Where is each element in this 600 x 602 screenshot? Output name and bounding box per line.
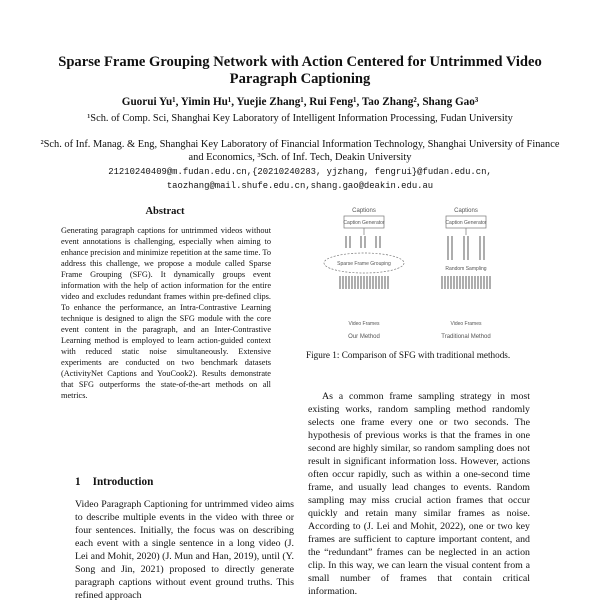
right-sampled-frames — [448, 236, 484, 260]
right-video-label: Video Frames — [450, 321, 482, 327]
left-grouped-frames — [346, 236, 380, 248]
figure-1-diagram — [306, 205, 528, 339]
right-method-label: Traditional Method — [441, 334, 491, 339]
section-heading — [75, 476, 153, 488]
affiliation-2: ²Sch. of Inf. Manag. & Eng, Shanghai Key Laboratory of Financial Information Technology, Shanghai University of Finance and Economics, ³Sch. of Inf. Tech, Deakin University — [40, 139, 560, 163]
right-video-frames — [442, 276, 490, 289]
left-video-label: Video Frames — [348, 321, 380, 327]
right-generator-label: Caption Generator — [445, 220, 487, 226]
figure-caption: Figure 1: Comparison of SFG with traditional methods. — [306, 350, 511, 360]
left-method-label: Our Method — [348, 334, 380, 339]
email-line-2: taozhang@mail.shufe.edu.cn,shang.gao@deakin.edu.au — [166, 181, 434, 191]
abstract-text: Generating paragraph captions for untrimmed videos without event annotations is challenging, especially when aiming to enhance precision and minimize repetition at the same time. To address this challenge, we propose a module called Sparse Frame Grouping (SFG). It dynamically groups event information with the help of action information for the entire video and excludes redundant frames within pre-defined clips. To enhance the performance, an Intra-Contrastive Learning technique is designed to align the SFG module with the core event content in the paragraph, and an Inter-Contrastive Learning method is employed to learn action-guided context with reduced static noise simultaneously. Extensive experiments are conducted on two benchmark datasets (ActivityNet Captions and YouCook2). Results demonstrate that SFG outperforms the state-of-the-art methods on all metrics. — [61, 226, 271, 400]
section-title: Introduction — [92, 476, 154, 488]
abstract-heading: Abstract — [145, 206, 185, 217]
section-number: 1 — [75, 476, 81, 488]
left-captions-label: Captions — [352, 208, 376, 214]
author-list: Guorui Yu¹, Yimin Hu¹, Yuejie Zhang¹, Rui Feng¹, Tao Zhang², Shang Gao³ — [121, 96, 479, 108]
right-sampling-label: Random Sampling — [445, 266, 487, 272]
right-captions-label: Captions — [454, 208, 478, 214]
right-column-text: As a common frame sampling strategy in most existing works, random sampling method randomly selects one frame every one or two seconds. The hypothesis of previous works is that the frames in one second are highly similar, so random sampling does not result in significant information loss. However, actions often occur rapidly, such as within a one-second time frame, and usually lead changes to events. Random sampling may miss crucial action frames that occur quickly and retain many similar frames as noise. According to (J. Lei and Mohit, 2022), one or two key frames are sufficient to capture important content, and the “redundant” frames can be neglected in an action clip. In this way, we can learn the visual content from a small number of frames that contain critical information. — [308, 391, 530, 597]
paper-title: Sparse Frame Grouping Network with Action Centered for Untrimmed Video Paragraph Captioning — [58, 54, 542, 87]
email-line-1: 21210240409@m.fudan.edu.cn,{20210240283, yjzhang, fengrui}@fudan.edu.cn, — [108, 167, 492, 177]
left-video-frames — [340, 276, 388, 289]
left-generator-label: Caption Generator — [343, 220, 385, 226]
intro-text: Video Paragraph Captioning for untrimmed video aims to describe multiple events in the video with three or four sentences. Initially, the focus was on describing each event with a single sentence in a long video (J. Lei and Mohit, 2020) (J. Mun and Han, 2019), until (Y. Song and Jin, 2021) proposed to directly generate paragraph captions without event ground truths. This refined approach — [75, 499, 294, 601]
affiliation-1: ¹Sch. of Comp. Sci, Shanghai Key Laboratory of Intelligent Information Processing, Fudan University — [87, 113, 513, 124]
left-sfg-label: Sparse Frame Grouping — [337, 261, 391, 267]
